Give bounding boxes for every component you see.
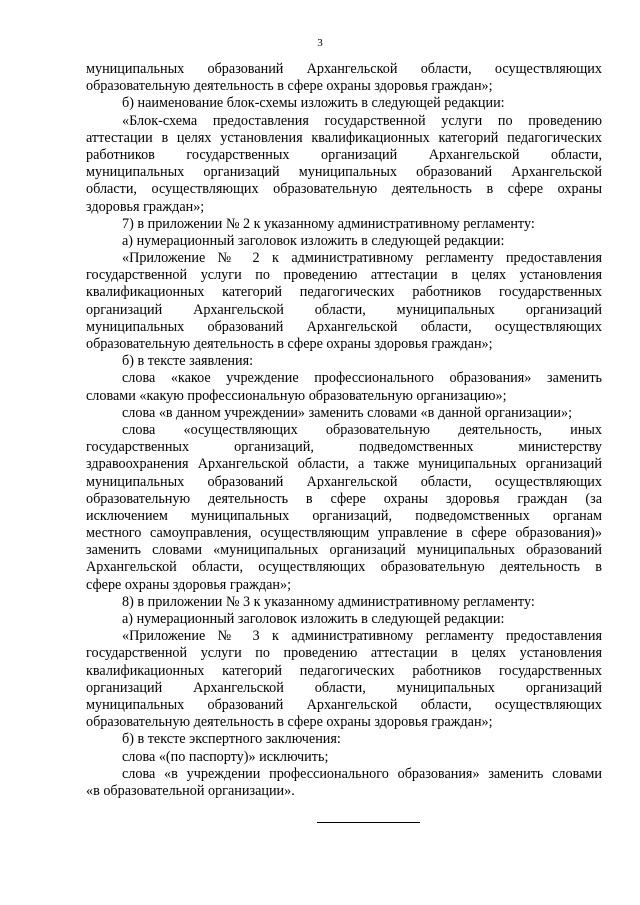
text-line: образовательную деятельность в сфере охраны здоровья граждан»;	[86, 336, 493, 352]
text-line: слова «какое учреждение профессионального образования» заменить	[122, 370, 602, 387]
text-line: муниципальных образований Архангельской области, осуществляющих	[86, 696, 602, 713]
text-line: муниципальных образований Архангельской области, осуществляющих	[86, 318, 602, 335]
text-line: организаций Архангельской области, муниципальных организаций	[86, 679, 602, 696]
text-line: слова «осуществляющих образовательную деятельность, иных	[122, 421, 602, 438]
text-line: «Приложение № 2 к административному регламенту предоставления	[122, 250, 602, 267]
text-line: «в образовательной организации».	[86, 782, 295, 799]
text-line: образовательную деятельность в сфере охраны здоровья граждан»;	[86, 714, 493, 731]
separator-line	[317, 822, 420, 823]
text-line: 7) в приложении № 2 к указанному административному регламенту:	[122, 215, 535, 232]
text-line: б) в тексте экспертного заключения:	[122, 731, 341, 748]
text-line: муниципальных образований Архангельской области, осуществляющих	[86, 61, 602, 77]
text-line: заменить словами «муниципальных организаций муниципальных образований	[86, 542, 602, 559]
text-line: государственной услуги по проведению аттестации в целях установления	[86, 267, 602, 284]
text-line: квалификационных категорий педагогических работников государственных	[86, 662, 602, 679]
text-line: организаций Архангельской области, муниципальных организаций	[86, 301, 602, 318]
page-number: 3	[317, 37, 323, 49]
text-line: словами «какую профессиональную образовательную организацию»;	[86, 387, 507, 404]
text-line: здравоохранения Архангельской области, а также муниципальных организаций	[86, 456, 602, 473]
text-line: а) нумерационный заголовок изложить в следующей редакции:	[122, 232, 505, 249]
text-line: местного самоуправления, осуществляющим управление в сфере образования)»	[86, 525, 602, 542]
text-line: слова «в данном учреждении» заменить словами «в данной организации»;	[122, 404, 573, 421]
text-line: области, осуществляющих образовательную деятельность в сфере охраны	[86, 181, 602, 198]
text-line: а) нумерационный заголовок изложить в следующей редакции:	[122, 611, 505, 627]
text-line: работников государственных организаций Архангельской области,	[86, 146, 602, 163]
text-line: аттестации в целях установления квалификационных категорий педагогических	[86, 129, 602, 146]
text-line: Архангельской области, осуществляющих образовательную деятельность в	[86, 559, 602, 576]
text-line: квалификационных категорий педагогических работников государственных	[86, 284, 602, 301]
text-line: сфере охраны здоровья граждан»;	[86, 576, 292, 593]
text-line: «Приложение № 3 к административному регламенту предоставления	[122, 628, 602, 645]
text-line: образовательную деятельность в сфере охраны здоровья граждан (за	[86, 490, 602, 507]
document-body	[86, 61, 602, 800]
text-line: образовательную деятельность в сфере охраны здоровья граждан»;	[86, 78, 493, 95]
text-line: б) наименование блок-схемы изложить в следующей редакции:	[122, 95, 505, 112]
text-line: муниципальных образований Архангельской области, осуществляющих	[86, 473, 602, 490]
text-line: «Блок-схема предоставления государственной услуги по проведению	[122, 112, 602, 129]
text-line: государственной услуги по проведению аттестации в целях установления	[86, 645, 602, 662]
text-line: слова «(по паспорту)» исключить;	[122, 748, 329, 765]
text-line: 8) в приложении № 3 к указанному административному регламенту:	[122, 593, 535, 610]
text-line: исключением муниципальных организаций, подведомственных органам	[86, 507, 602, 524]
text-line: слова «в учреждении профессионального образования» заменить словами	[122, 765, 602, 782]
text-line: муниципальных организаций муниципальных образований Архангельской	[86, 164, 602, 181]
text-line: государственных организаций, подведомственных министерству	[86, 439, 602, 456]
text-line: здоровья граждан»;	[86, 198, 205, 215]
text-line: б) в тексте заявления:	[122, 353, 254, 370]
